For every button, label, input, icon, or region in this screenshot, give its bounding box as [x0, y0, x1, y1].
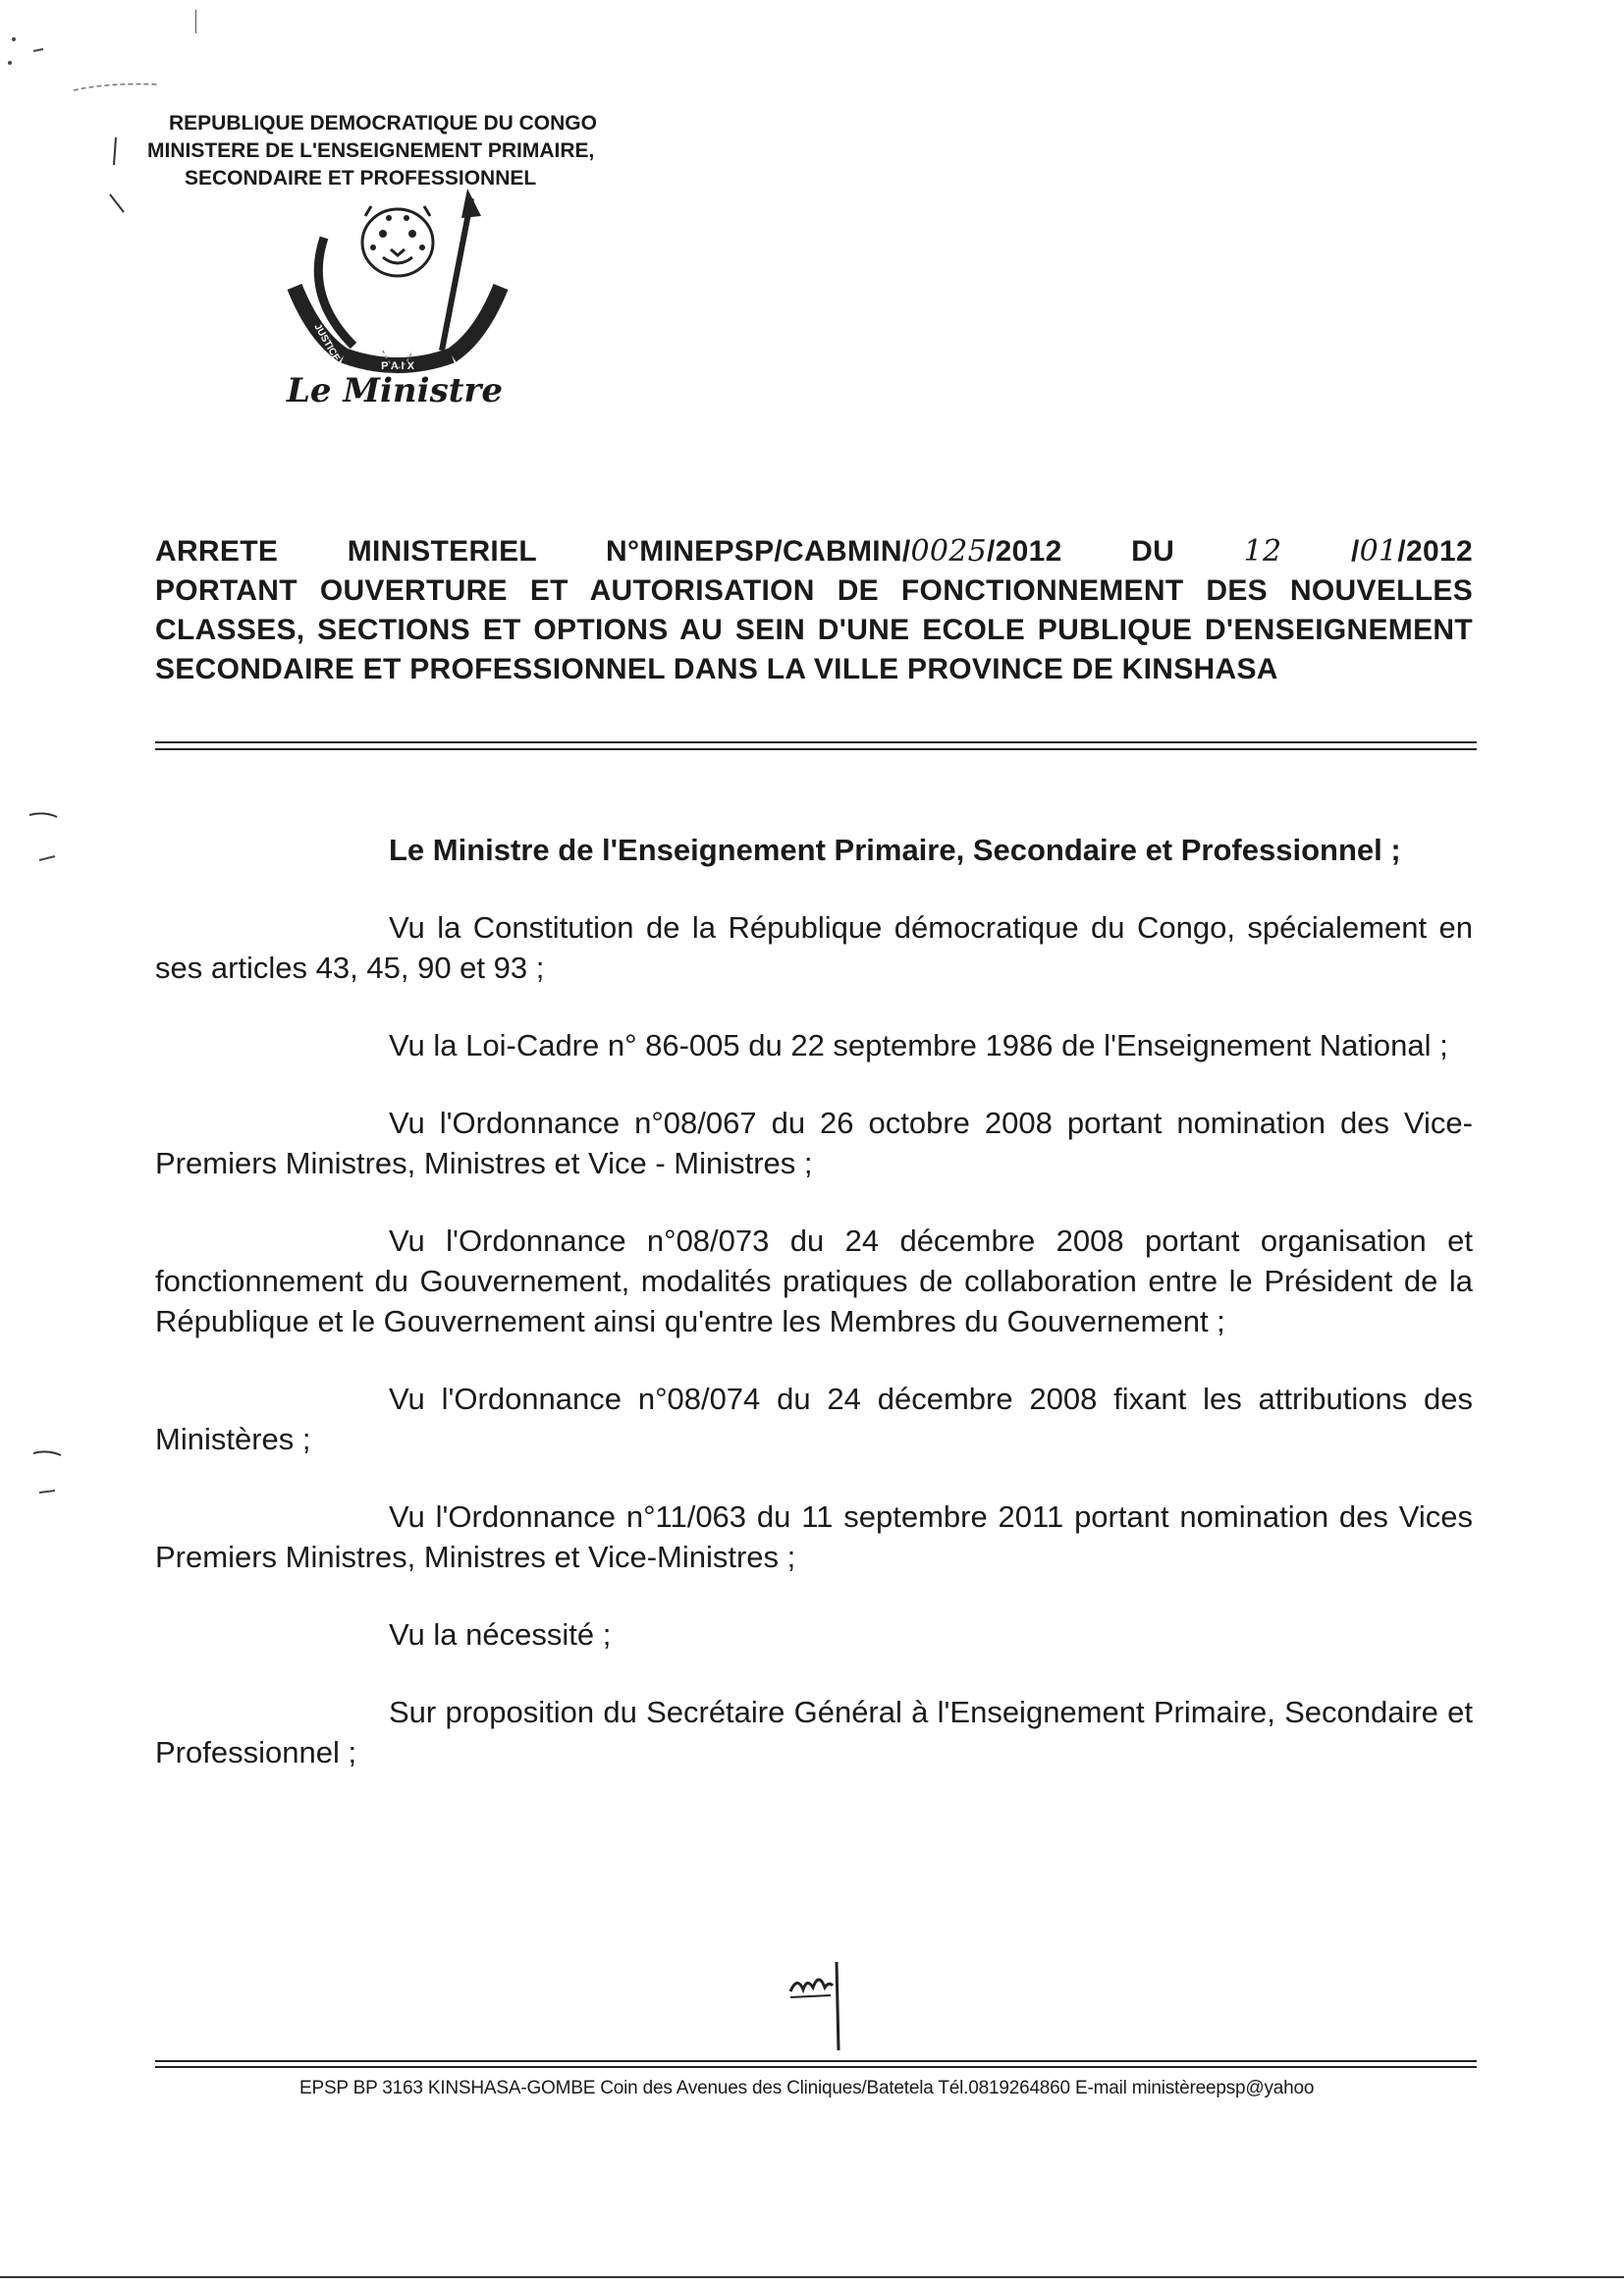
letterhead-country: REPUBLIQUE DEMOCRATIQUE DU CONGO	[169, 112, 597, 135]
body-paragraph-ordonnance-08-073: Vu l'Ordonnance n°08/073 du 24 décembre 2008 portant organisation et fonctionnement du Gouvernement, modalités pratiques de collaboration entre le Président de la République et le Gouvernement ainsi qu'entre les Membres du Gouvernement ;	[155, 1224, 1473, 1338]
body-paragraph-constitution: Vu la Constitution de la République démocratique du Congo, spécialement en ses articles 43, 45, 90 et 93 ;	[155, 910, 1473, 985]
footer-address: EPSP BP 3163 KINSHASA-GOMBE Coin des Avenues des Cliniques/Batetela Tél.0819264860 E-mail ministèreepsp@yahoo	[299, 2078, 1315, 2098]
handwritten-day: 12	[1243, 534, 1282, 569]
minister-signature-line: Le Ministre	[287, 371, 503, 410]
letterhead-ministry-2: SECONDAIRE ET PROFESSIONNEL	[185, 167, 537, 190]
decree-title-subject: PORTANT OUVERTURE ET AUTORISATION DE FONCTIONNEMENT DES NOUVELLES CLASSES, SECTIONS ET OPTIONS AU SEIN D'UNE ECOLE PUBLIQUE D'ENSEIGNEMENT SECONDAIRE ET PROFESSIONNEL DANS LA VILLE PROVINCE DE KINSHASA	[155, 574, 1473, 685]
svg-text:P A I X: P A I X	[381, 360, 414, 372]
svg-text:TRAVAIL: TRAVAIL	[464, 268, 495, 310]
letterhead-ministry: MINISTERE DE L'ENSEIGNEMENT PRIMAIRE,	[147, 139, 595, 162]
body-paragraph-loi-cadre: Vu la Loi-Cadre n° 86-005 du 22 septembre 1986 de l'Enseignement National ;	[389, 1028, 1448, 1062]
letterhead	[147, 110, 717, 192]
handwritten-number: 0025	[910, 534, 988, 569]
title-rule-bottom	[155, 748, 1477, 750]
coat-of-arms-emblem	[285, 189, 511, 385]
body-paragraph-minister: Le Ministre de l'Enseignement Primaire, Secondaire et Professionnel ;	[389, 833, 1401, 867]
body-paragraph-proposition: Sur proposition du Secrétaire Général à l'Enseignement Primaire, Secondaire et Professionnel ;	[155, 1695, 1473, 1769]
body-paragraph-ordonnance-08-074: Vu l'Ordonnance n°08/074 du 24 décembre 2008 fixant les attributions des Ministères ;	[155, 1382, 1473, 1456]
body-paragraph-ordonnance-11-063: Vu l'Ordonnance n°11/063 du 11 septembre 2011 portant nomination des Vices Premiers Ministres, Ministres et Vice-Ministres ;	[155, 1499, 1473, 1574]
footer-rule-top	[155, 2060, 1477, 2062]
svg-text:JUSTICE: JUSTICE	[311, 322, 343, 364]
body-paragraph-ordonnance-08-067: Vu l'Ordonnance n°08/067 du 26 octobre 2008 portant nomination des Vice-Premiers Ministres, Ministres et Vice - Ministres ;	[155, 1106, 1473, 1180]
initials-paraph	[785, 1954, 854, 2052]
handwritten-month: 01	[1359, 534, 1398, 569]
footer-rule-bottom	[155, 2066, 1477, 2068]
decree-body	[155, 830, 1473, 1810]
page-bottom-edge	[0, 2276, 1624, 2278]
title-rule-top	[155, 741, 1477, 743]
body-paragraph-necessite: Vu la nécessité ;	[389, 1617, 612, 1652]
decree-title	[155, 532, 1473, 689]
decree-title-line1: ARRETE MINISTERIEL N°MINEPSP/CABMIN/0025/2012 DU 12 /01/2012	[155, 534, 1473, 569]
